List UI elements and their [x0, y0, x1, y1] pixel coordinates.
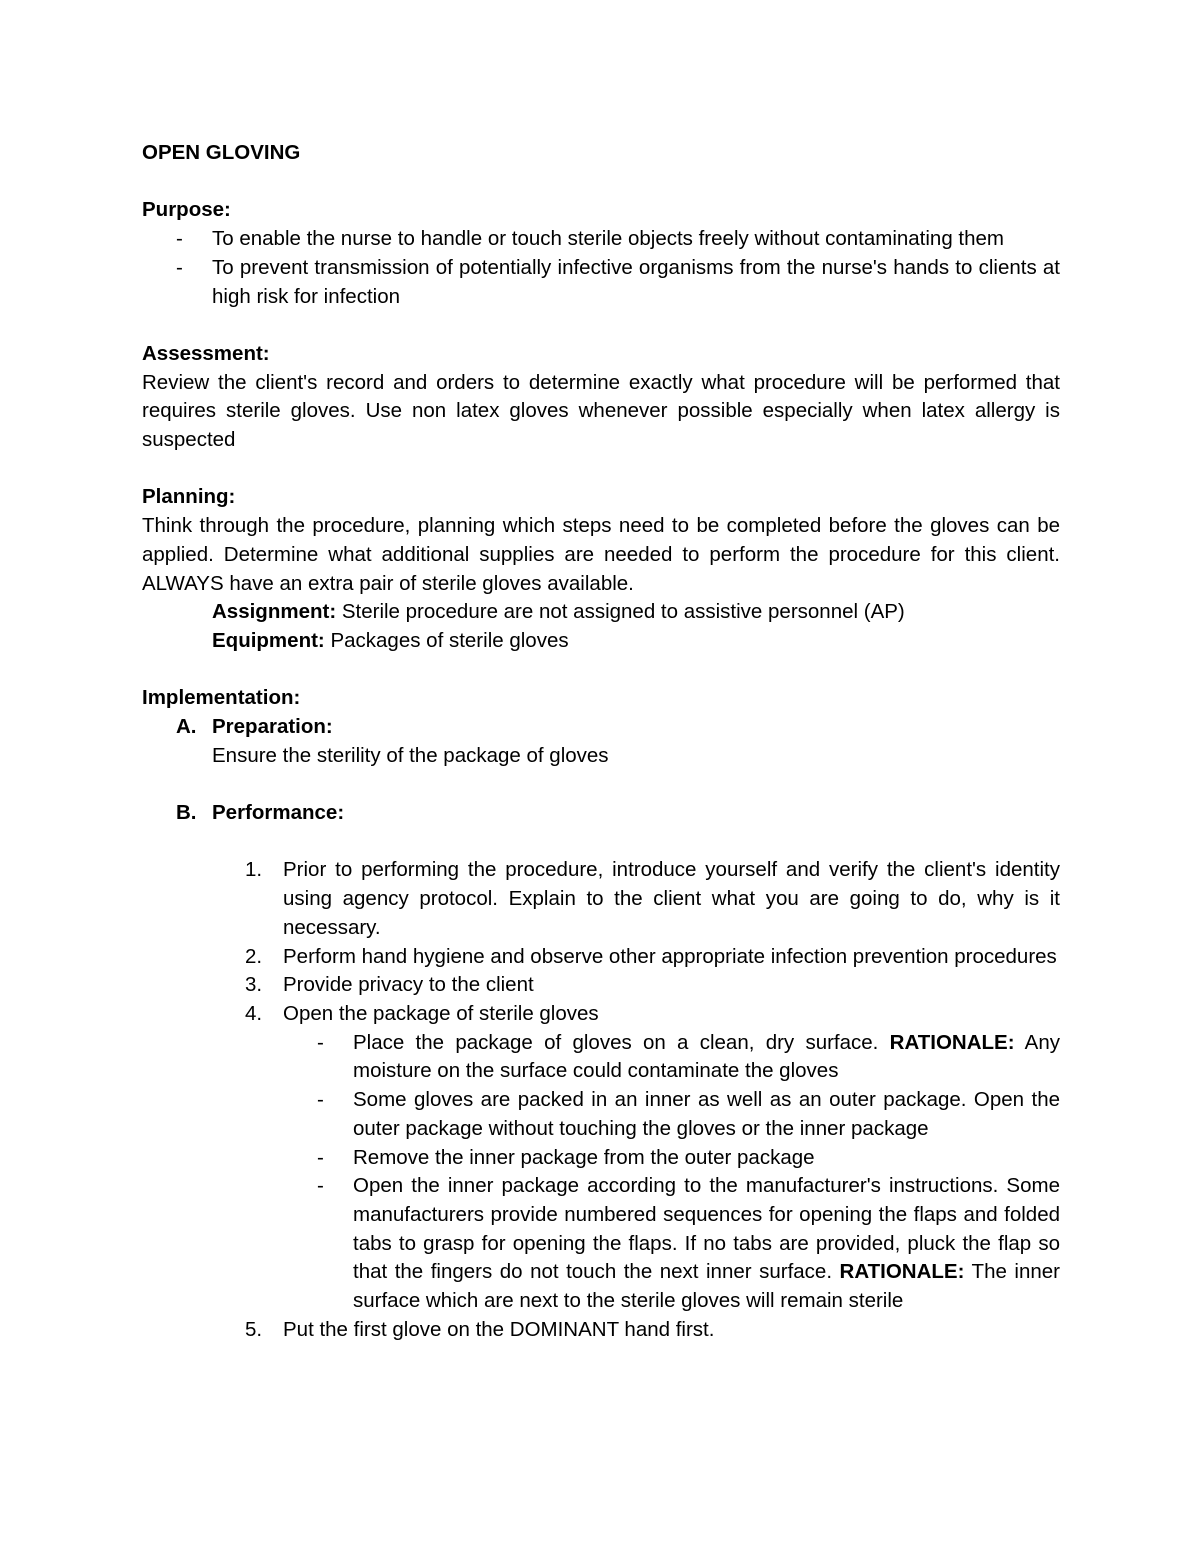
performance-heading-line: [142, 799, 1060, 828]
implementation-heading: Implementation:: [142, 686, 301, 710]
preparation-text: Ensure the sterility of the package of gloves: [212, 743, 609, 767]
preparation-letter: A.: [176, 715, 197, 738]
step-item: [142, 1000, 1060, 1316]
planning-text: Think through the procedure, planning which steps need to be completed before the gloves can be applied. Determine what additional supplies are needed to perform the procedure for this client. ALWAYS have an extra pair of sterile gloves available.: [142, 514, 1060, 595]
step4-subitems: [283, 1029, 1060, 1316]
step4-subitem: - Remove the inner package from the outer package: [283, 1144, 1060, 1173]
equipment-text: Packages of sterile gloves: [324, 628, 569, 652]
step-number: 5.: [245, 1317, 263, 1341]
step4-subitem: [283, 1172, 1060, 1316]
rationale-label: RATIONALE:: [889, 1030, 1015, 1054]
step-text: Perform hand hygiene and observe other appropriate infection prevention procedures: [283, 944, 1057, 968]
step-text: Prior to performing the procedure, introduce yourself and verify the client's identity using agency protocol. Explain to the client what you are going to do, why is it necessary.: [283, 858, 1060, 939]
assignment-text: Sterile procedure are not assigned to assistive personnel (AP): [336, 600, 905, 624]
step-item: [142, 971, 1060, 1000]
step-item: [142, 943, 1060, 972]
preparation-heading: Preparation:: [212, 715, 333, 738]
assessment-text: Review the client's record and orders to determine exactly what procedure will be performed that requires sterile gloves. Use non latex gloves whenever possible especially when latex allergy is suspected: [142, 370, 1060, 451]
step-number: 3.: [245, 973, 263, 997]
preparation-heading-line: [142, 713, 1060, 742]
step4-subitem: - Some gloves are packed in an inner as well as an outer package. Open the outer package without touching the gloves or the inner package: [283, 1086, 1060, 1143]
step-number: 2.: [245, 944, 263, 968]
step-text: Put the first glove on the DOMINANT hand first.: [283, 1317, 715, 1341]
subitem-text: Place the package of gloves on a clean, dry surface.: [353, 1030, 890, 1054]
step-number: 4.: [245, 1002, 263, 1025]
assessment-heading: Assessment:: [142, 341, 270, 365]
assignment-line: [142, 598, 1060, 627]
performance-letter: B.: [176, 801, 197, 825]
step-item: [142, 856, 1060, 942]
assignment-label: Assignment:: [212, 600, 337, 624]
step-item: [142, 1316, 1060, 1345]
subitem-text: Open the inner package according to the manufacturer's instructions. Some manufacturers provide numbered sequences for opening the flaps and folded tabs to grasp for opening the flaps. If no tabs are provided, pluck the flap so that the fingers do not touch the next inner surface.: [353, 1174, 1060, 1284]
purpose-item: - To prevent transmission of potentially infective organisms from the nurse's hands to clients at high risk for infection: [142, 254, 1060, 311]
rationale-label: RATIONALE:: [839, 1260, 965, 1284]
purpose-item: - To enable the nurse to handle or touch sterile objects freely without contaminating them: [142, 225, 1060, 254]
subitem-text: Any moisture on the surface could contaminate the gloves: [353, 1030, 1060, 1083]
performance-heading: Performance:: [212, 801, 345, 825]
step-text: Open the package of sterile gloves: [283, 1002, 599, 1025]
step-number: 1.: [245, 858, 263, 882]
document-page: [142, 139, 1060, 1344]
document-title: OPEN GLOVING: [142, 141, 301, 164]
equipment-line: [142, 627, 1060, 656]
equipment-label: Equipment:: [212, 628, 325, 652]
purpose-list: [142, 225, 1060, 311]
purpose-heading: Purpose:: [142, 198, 231, 222]
step-text: Provide privacy to the client: [283, 973, 534, 997]
performance-steps: [142, 856, 1060, 1344]
subitem-text: The inner surface which are next to the sterile gloves will remain sterile: [353, 1260, 1060, 1313]
step4-subitem: [283, 1029, 1060, 1086]
planning-heading: Planning:: [142, 485, 236, 509]
